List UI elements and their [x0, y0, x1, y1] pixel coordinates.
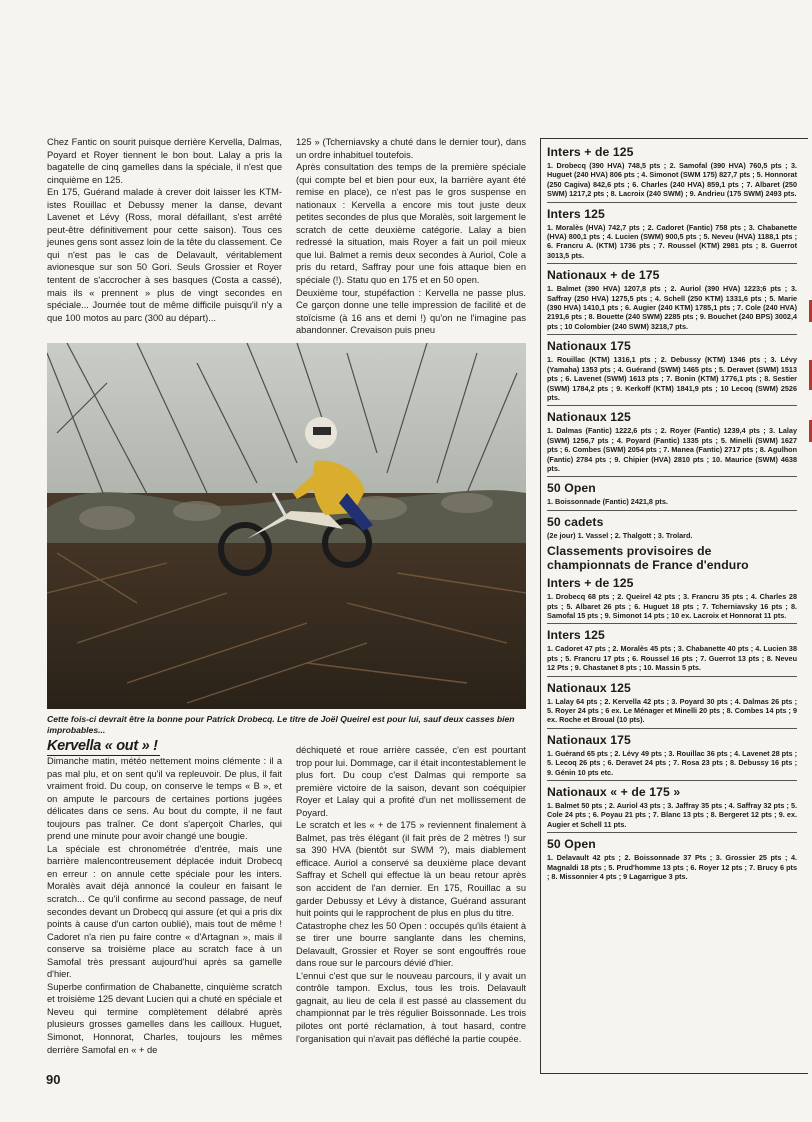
paragraph: Deuxième tour, stupéfaction : Kervella ne passe plus. Ce garçon donne une telle impression de facilité et de stoïcisme (à 16 ans et demi !) qu'on ne l'imagine pas abandonner. Crevaison puis pneu: [296, 287, 526, 336]
race-result-section: [547, 207, 797, 265]
section-divider: [547, 676, 797, 677]
paragraph: L'ennui c'est que sur le nouveau parcours, il y avait un contrôle tampon. Exclus, tous les trois. Delavault gagnait, au lieu de cela il est passé au classement du championnat par le très régulier Boissonnade. Les trois pilotes ont porté réclamation, à tout hasard, contre l'organisation qui n'avait pas défléché la partie coupée.: [296, 970, 526, 1044]
standings-section: [547, 576, 797, 624]
page-number: 90: [46, 1072, 61, 1087]
section-body: 1. Moralès (HVA) 742,7 pts ; 2. Cadoret (Fantic) 758 pts ; 3. Chabanette (HVA) 800,1 pts ; 4. Lucien (SWM) 900,5 pts ; 5. Neveu (HVA) 1188,1 pts ; 6. Francru A. (KTM) 1736 pts ; 7. Roussel (KTM) 2981 pts ; 8. Guerrot 3013,5 pts.: [547, 222, 797, 260]
article-headline: Kervella « out » !: [47, 738, 158, 754]
race-result-section: [547, 268, 797, 335]
paragraph: déchiqueté et roue arrière cassée, c'en est pourtant trop pour lui. Dommage, car il était incontestablement le plus fort. Du coup c'est Dalmas qui remporte sa première victoire de la saison, devant son coéquipier Royer et Lalay qui a profité d'un net mollissement de Poyard.: [296, 745, 526, 818]
section-body: (2e jour) 1. Vassel ; 2. Thalgott ; 3. Trolard.: [547, 530, 693, 540]
race-result-section: [547, 410, 797, 477]
section-divider: [547, 405, 797, 406]
section-title: Nationaux 125: [547, 410, 631, 425]
section-body: 1. Balmet (390 HVA) 1207,8 pts ; 2. Auriol (390 HVA) 1223;6 pts ; 3. Saffray (250 HVA) 1275,5 pts ; 4. Schell (250 KTM) 1331,6 pts ; 5. Marie (390 HVA) 1410,1 pts ; 6. Augier (240 KTM) 1785,1 pts ; 7. Cole (240 HVA) 2191,6 pts ; 8. Bouette (240 SWM) 2285 pts ; 9. Bouchet (240 BPS) 3002,4 pts ; 10 Colombier (240 SWM) 3218,7 pts.: [547, 284, 797, 331]
paragraph: 125 » (Tcherniavsky a chuté dans le dernier tour), dans un ordre inhabituel toutefois.: [296, 137, 526, 160]
paragraph: En 175, Guérand malade à crever doit laisser les KTM-istes Rouillac et Debussy mener la danse, devant Lavenet et Lévy (Ross, moral défaillant, s'est arrêté peut-être définitivement pour cette saison). Tous ces jeunes gens sont assez loin de la tête du classement. Ce qui n'est pas le cas de Delavault, véritablement avionesque sur son 50 Gori. Seuls Grossier et Royer tentent de s'accrocher à ses basques (Costa a cassé), mais ils « prennent » plus de vingt secondes en spéciale... Journée tout de même difficile puisqu'il n'y a que 100 motos au parc (300 au départ)...: [47, 187, 282, 323]
section-divider: [547, 510, 797, 511]
section-body: 1. Guérand 65 pts ; 2. Lévy 49 pts ; 3. Rouillac 36 pts ; 4. Lavenet 28 pts ; 5. Lecoq 26 pts ; 6. Deravet 24 pts ; 7. Rosa 23 pts ; 8. Debussy 16 pts ; 9. Génin 10 pts etc.: [547, 748, 797, 777]
section-body: 1. Drobecq 68 pts ; 2. Queirel 42 pts ; 3. Francru 35 pts ; 4. Charles 28 pts ; 5. Albaret 26 pts ; 6. Huguet 18 pts ; 7. Tcherniavsky 16 pts ; 8. Samofal 15 pts ; 9. Simonot 14 pts ; 10 ex. Lacroix et Honnorat 11 pts.: [547, 592, 797, 620]
section-body: 1. Dalmas (Fantic) 1222,6 pts ; 2. Royer (Fantic) 1239,4 pts ; 3. Lalay (SWM) 1256,7 pts ; 4. Poyard (Fantic) 1335 pts ; 5. Minelli (SWM) 1627 pts ; 6. Combes (SWM) 2054 pts ; 7. Manea (Fantic) 2717 pts ; 8. Agulhon (Fantic) 2784 pts ; 9. Chipier (HVA) 2810 pts ; 10. Maurice (SWM) 4638 pts.: [547, 426, 797, 473]
paragraph: Le scratch et les « + de 175 » reviennent finalement à Balmet, pas très élégant (il fait près de 2 mètres !) sur sa 390 HVA (bientôt sur SWM ?), mais diablement efficace. Auriol a conservé sa deuxième place devant Saffray et Schell qui effectue là un beau retour après son accident de l'an dernier. En 175, Rouillac a su garder Debussy et Lévy à distance, Guérand assurant huit points qui le rapprochent de plus en plus du titre.: [296, 820, 526, 919]
section-title: 50 Open: [547, 481, 596, 496]
section-divider: [547, 728, 797, 729]
paragraph: Superbe confirmation de Chabanette, cinquième scratch et troisième 125 devant Lucien qui a chuté en spéciale et Neveu qui termine complètement délabré après plusieurs grosses gamelles dans les cailloux. Huguet, Simonot, Honnorat, Charles, toujours les mêmes derrière Samofal en « + de: [47, 981, 282, 1055]
race-result-section: [547, 481, 797, 510]
paragraph: Catastrophe chez les 50 Open : occupés qu'ils étaient à se tirer une bourre sanglante dans les chemins, Delavault, Grossier et Royer se sont engouffrés roue dans roue sur le parcours dévié d'hier.: [296, 920, 526, 969]
section-title: Nationaux 175: [547, 732, 631, 747]
section-title: Nationaux + de 175: [547, 268, 660, 283]
paragraph: Dimanche matin, météo nettement moins clémente : il a pas mal plu, et on sent qu'il va repleuvoir. De plus, il fait vraiment froid. Du coup, on conserve le temps « B », et on ampute le parcours de certaines portions jugées délicates dans ce sens. Au bout du compte, il ne faut toujours pas traîner. Ce dont s'aperçoit Charles, qui prend une minute pour avoir changé une bougie.: [47, 756, 282, 842]
article-column-left-bottom: [47, 755, 282, 1056]
race-result-section: [547, 515, 797, 540]
race-result-section: [547, 145, 797, 203]
standings-heading: Classements provisoires de championnats de France d'enduro: [547, 544, 749, 573]
rider-illustration: [47, 343, 526, 709]
standings-section: [547, 733, 797, 781]
section-divider: [547, 623, 797, 624]
section-body: 1. Balmet 50 pts ; 2. Auriol 43 pts ; 3. Jaffray 35 pts ; 4. Saffray 32 pts ; 5. Cole 24 pts ; 6. Poyau 21 pts ; 7. Blanc 13 pts ; 8. Bergeret 12 pts ; 9. ex. Augier et Schell 11 pts.: [547, 801, 797, 829]
article-column-middle-bottom: [296, 744, 526, 1045]
standings-section: [547, 628, 797, 676]
standings-section: [547, 785, 797, 833]
section-divider: [547, 780, 797, 781]
photo-caption: Cette fois-ci devrait être la bonne pour Patrick Drobecq. Le titre de Joël Queirel est pour lui, sauf deux casses bien improbables...: [47, 714, 515, 735]
paragraph: La spéciale est chronométrée d'entrée, mais une barrière malencontreusement déplacée induit Drobecq en erreur : on annule cette spéciale pour les inters. Moralès avait déjà annoncé la couleur en faisant le scratch... Ce qu'il confirme au second passage, de neuf secondes devant un Drobecq qui assure (et qui a pris dix points à cause d'un carton oublié), mais tout de même ! Cadoret n'a rien pu faire contre « d'Artagnan », mais il conserve sa troisième place au scratch face à un Samofal très pressant aujourd'hui après sa gamelle d'hier.: [47, 843, 282, 980]
section-title: Inters 125: [547, 206, 605, 221]
section-title: Nationaux 175: [547, 339, 631, 354]
section-divider: [547, 263, 797, 264]
section-title: Inters + de 125: [547, 145, 634, 159]
section-title: 50 Open: [547, 837, 596, 852]
section-divider: [547, 202, 797, 203]
section-title: Nationaux « + de 175 »: [547, 785, 681, 800]
section-body: 1. Drobecq (390 HVA) 748,5 pts ; 2. Samofal (390 HVA) 760,5 pts ; 3. Huguet (240 HVA) 806 pts ; 4. Simonot (SWM 175) 827,7 pts ; 5. Honnorat (250 Cagiva) 842,6 pts ; 6. Charles (240 HVA) 859,1 pts ; 7. Albaret (250 SWM) 1217,2 pts ; 8. Lacroix (240 SWM) ; 9. Andrieu (175 SWM) 2493 pts.: [547, 161, 797, 199]
section-body: 1. Lalay 64 pts ; 2. Kervella 42 pts ; 3. Poyard 30 pts ; 4. Dalmas 26 pts ; 5. Royer 24 pts ; 6 ex. Le Ménager et Minelli 20 pts ; 8. Combes 14 pts ; 9 ex. Roche et Broual (10 pts).: [547, 696, 797, 725]
enduro-rider-photo: [47, 343, 526, 709]
paragraph: Chez Fantic on sourit puisque derrière Kervella, Dalmas, Poyard et Royer tiennent le bon bout. Lalay a pris la bagatelle de cinq gamelles dans la spéciale, il n'est que cinquième en 125.: [47, 137, 282, 185]
paragraph: Après consultation des temps de la première spéciale (qui compte bel et bien pour eux, la barrière ayant été remise en place), ce n'est pas le gros suspense en nationaux : Kervella a encore mis tout juste deux petites secondes de plus que Moralès, soit largement le scratch de cette deuxième catégorie. Lalay a bien redressé la situation, mais Royer a fait un poil mieux que lui. Balmet a remis deux secondes à Auriol, Cole a pris du retard, Saffray pour une fois attaque bien en spéciale (!). Statu quo en 175 et en 50 open.: [296, 162, 526, 286]
section-title: Inters + de 125: [547, 576, 634, 591]
section-body: 1. Cadoret 47 pts ; 2. Moralès 45 pts ; 3. Chabanette 40 pts ; 4. Lucien 38 pts ; 5. Francru 17 pts ; 6. Roussel 16 pts ; 7. Guerrot 13 pts ; 8. Neveu 12 Pts ; 9. Chastanet 8 pts ; 10. Massin 5 pts.: [547, 644, 797, 673]
section-title: Inters 125: [547, 628, 605, 643]
section-divider: [547, 832, 797, 833]
section-divider: [547, 334, 797, 335]
article-column-left-top: [47, 136, 282, 324]
section-divider: [547, 476, 797, 477]
results-sidebar: [540, 138, 808, 1074]
race-result-section: [547, 339, 797, 406]
section-body: 1. Delavault 42 pts ; 2. Boissonnade 37 Pts ; 3. Grossier 25 pts ; 4. Magnaldi 18 pts ; 5. Prud'homme 13 pts ; 6. Royer 12 pts ; 7. Brucy 6 pts ; 8. Missonnier 4 pts ; 9 Lagarrigue 3 pts.: [547, 853, 797, 882]
section-title: Nationaux 125: [547, 680, 631, 695]
section-title: 50 cadets: [547, 514, 604, 529]
article-column-middle-top: [296, 136, 526, 337]
section-body: 1. Rouillac (KTM) 1316,1 pts ; 2. Debussy (KTM) 1346 pts ; 3. Lévy (Yamaha) 1353 pts ; 4. Guérand (SWM) 1465 pts ; 5. Deravet (SWM) 1513 pts ; 6. Lavenet (SWM) 1613 pts ; 7. Bonin (KTM) 1776,1 pts ; 8. Sestier (SWM) 1784,2 pts ; 9. Kerkoff (KTM) 1841,9 pts ; 10 Lecoq (SWM) 2526 pts.: [547, 355, 797, 402]
section-body: 1. Boissonnade (Fantic) 2421,8 pts.: [547, 497, 668, 507]
standings-section: [547, 837, 797, 881]
standings-section: [547, 681, 797, 729]
